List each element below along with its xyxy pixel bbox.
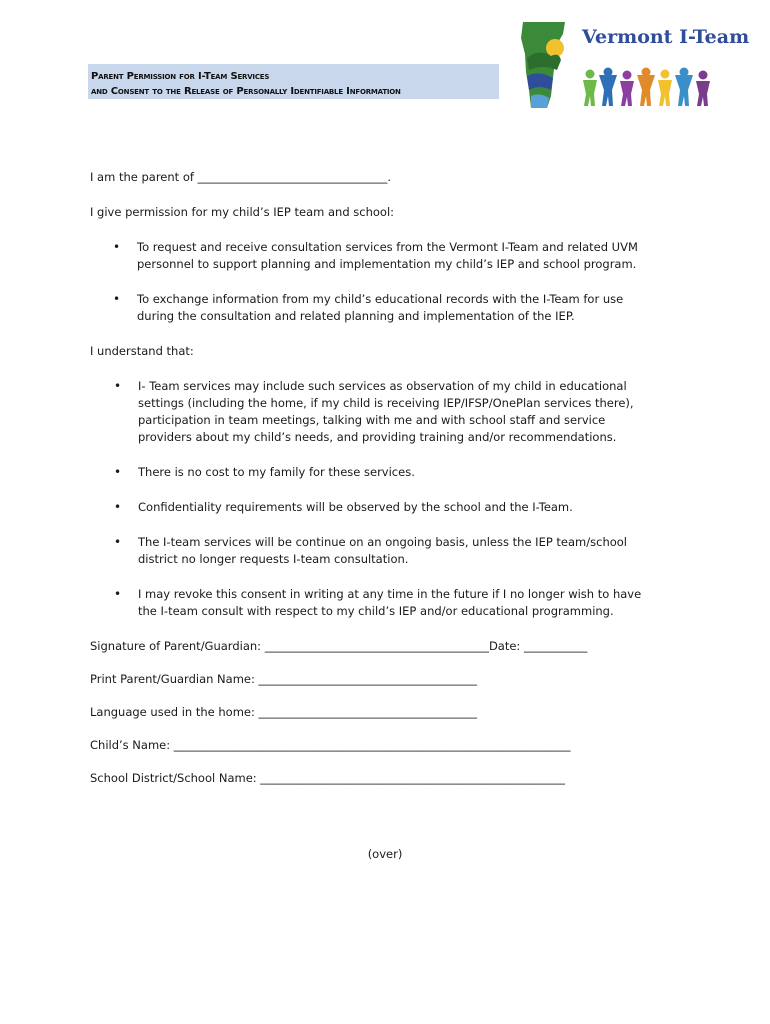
form-body xyxy=(90,169,650,803)
list-item-line: • The I-team services will be continue on an ongoing basis, unless the IEP team/school xyxy=(138,535,627,549)
list-item-line: district no longer requests I-team consultation. xyxy=(138,552,409,566)
list-item-line: providers about my child’s needs, and providing training and/or recommendations. xyxy=(138,430,617,444)
permission-intro: I give permission for my child’s IEP team and school: xyxy=(90,205,395,219)
parent-of-line[interactable]: I am the parent of _________________________________. xyxy=(90,170,391,184)
list-item-line: • To request and receive consultation services from the Vermont I-Team and related UVM xyxy=(137,240,638,254)
understand-list xyxy=(90,378,650,620)
list-item-line: • To exchange information from my child’s educational records with the I-Team for use xyxy=(137,292,624,306)
over-note: (over) xyxy=(367,847,403,861)
people-icon xyxy=(582,66,714,108)
list-item xyxy=(90,239,650,273)
list-item xyxy=(90,586,650,620)
list-item xyxy=(90,464,650,481)
person-figures-icon xyxy=(583,68,710,107)
list-item-line: • There is no cost to my family for these services. xyxy=(138,465,415,479)
list-item xyxy=(90,499,650,516)
list-item-line: personnel to support planning and implementation my child’s IEP and school program. xyxy=(137,257,637,271)
list-item-line: • I- Team services may include such services as observation of my child in educational xyxy=(138,379,627,393)
permission-list xyxy=(90,239,650,325)
list-item-line: the I-team consult with respect to my child’s IEP and/or educational programming. xyxy=(138,604,614,618)
list-item xyxy=(90,534,650,568)
form-title-line-1: Parent Permission for I-Team Services xyxy=(91,71,270,82)
signature-fields xyxy=(90,638,650,787)
child-name-field[interactable]: Child’s Name: _____________________________________________________________________ xyxy=(90,738,571,752)
logo-title: Vermont I-Team xyxy=(582,26,750,48)
list-item xyxy=(90,378,650,446)
vermont-map-icon xyxy=(517,20,573,110)
list-item-line: during the consultation and related planning and implementation of the IEP. xyxy=(137,309,575,323)
list-item-line: • Confidentiality requirements will be observed by the school and the I-Team. xyxy=(138,500,573,514)
form-title-banner xyxy=(88,64,499,99)
form-title-line-2: and Consent to the Release of Personally Identifiable Information xyxy=(91,86,401,97)
signature-date-field[interactable]: Signature of Parent/Guardian: _______________________________________Date: ___________ xyxy=(90,639,588,653)
print-name-field[interactable]: Print Parent/Guardian Name: ______________________________________ xyxy=(90,672,478,686)
home-language-field[interactable]: Language used in the home: ______________________________________ xyxy=(90,705,478,719)
understand-intro: I understand that: xyxy=(90,344,194,358)
list-item-line: settings (including the home, if my child is receiving IEP/IFSP/OnePlan services there), xyxy=(138,396,634,410)
school-district-field[interactable]: School District/School Name: _____________________________________________________ xyxy=(90,771,566,785)
list-item-line: participation in team meetings, talking with me and with school staff and service xyxy=(138,413,606,427)
list-item-line: • I may revoke this consent in writing at any time in the future if I no longer wish to have xyxy=(138,587,642,601)
vermont-iteam-logo xyxy=(517,18,750,110)
list-item xyxy=(90,291,650,325)
